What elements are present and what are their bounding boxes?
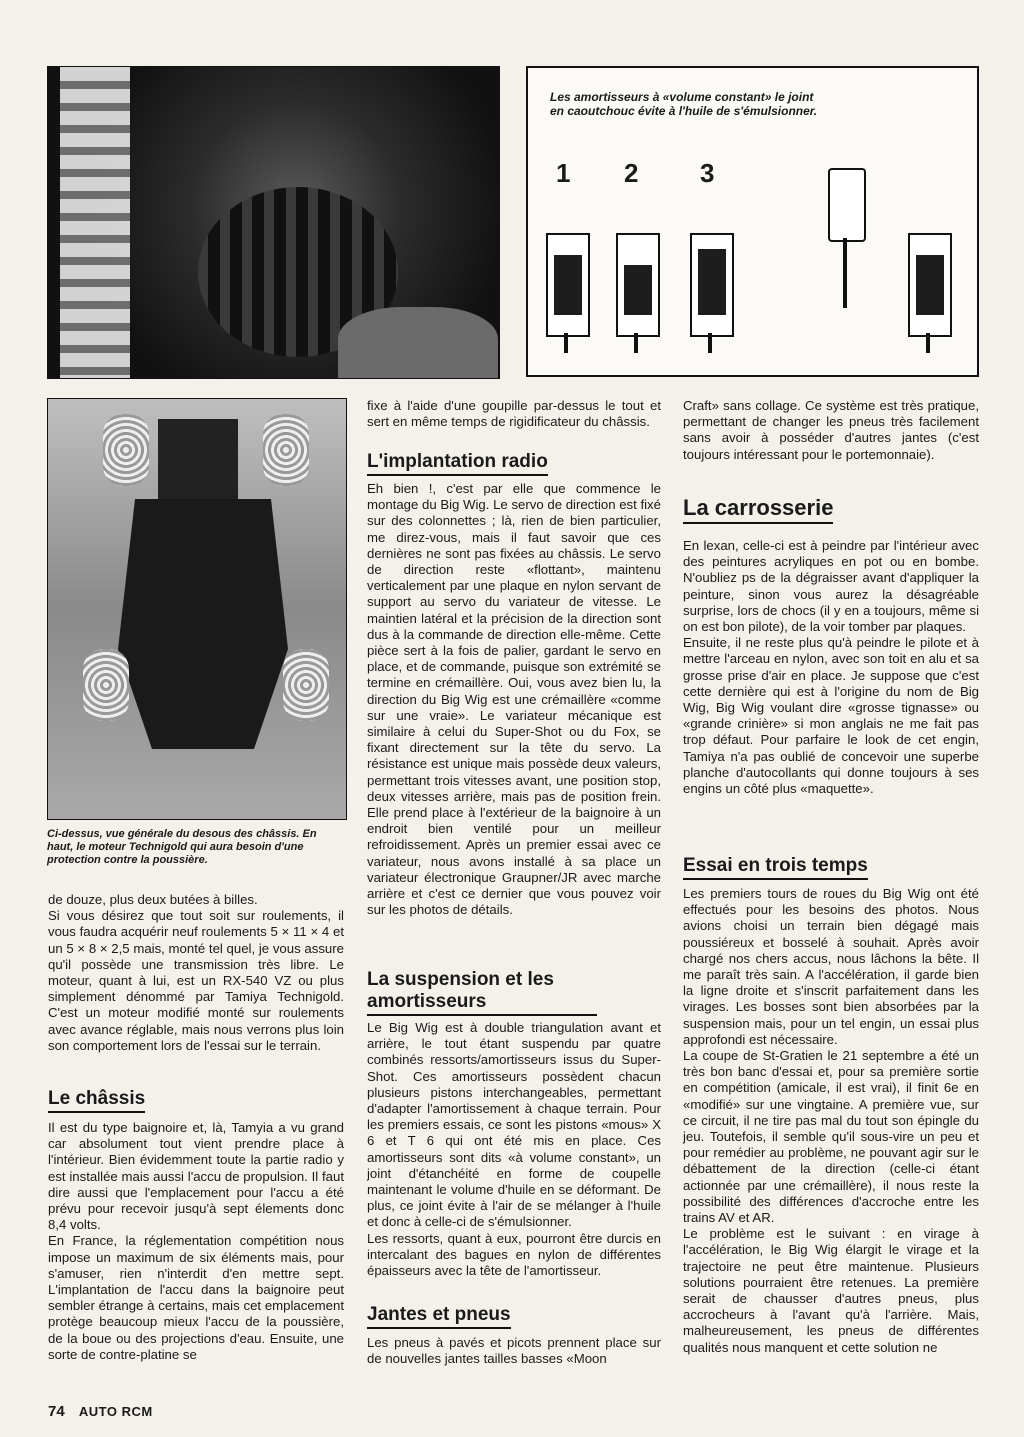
diagram-caption: Les amortisseurs à «volume constant» le joint en caoutchouc évite à l'huile de s'émulsionner. (550, 90, 818, 118)
motor-photo (47, 66, 500, 379)
paragraph: La coupe de St-Gratien le 21 septembre a été un très bon banc d'essai et, pour sa première sortie en compétition (amicale, il est vrai), il finit 6e en «modifié» sur une vingtaine. A première vue, sur ce circuit, il ne tire pas mal du tout son épingle du jeu. Toutefois, il semble qu'il sous-vire un peu et pour remédier au problème, ne pouvant agir sur le débattement de la direction (celle-ci étant actionnée par une crémaillère), il nous reste la possibilité des différences d'accroche entre les trains AV et AR. (683, 1048, 979, 1226)
step-number-3: 3 (700, 158, 715, 188)
paragraph: de douze, plus deux butées à billes. (48, 892, 258, 907)
column-1 (48, 892, 344, 1054)
page-number: 74 (48, 1403, 65, 1420)
step-number-1: 1 (556, 158, 571, 188)
wheel (283, 649, 329, 721)
paragraph: Le Big Wig est à double triangulation avant et arrière, le tout étant suspendu par quatre combinés ressorts/amortisseurs issus du Super-Shot. Ces amortisseurs possèdent chacun plusieurs pistons interchangeables, permettant d'adapter l'amortissement à chaque terrain. Pour les premiers essais, ce sont les pistons «mous» X 6 et T 6 qui ont été mis en place. Ces amortisseurs sont dits «à volume constant», un joint d'étanchéité en forme de coupelle maintenant le volume d'huile en se déformant. De plus, ce joint évite à l'air de se mélanger à l'huile et donc à celle-ci de s'émulsionner. (367, 1020, 661, 1230)
chassis-body (118, 499, 288, 749)
wheel (83, 649, 129, 721)
shock-cap (828, 168, 866, 242)
paragraph: En lexan, celle-ci est à peindre par l'intérieur avec des peintures acryliques en pot ou en bombe. N'oubliez ps de la dégraisser avant d'appliquer la peinture, sinon vous aurez la désagréable surprise, lors de chocs (il y en a toujours, même si on est bon pilote), de la voir tomber par plaques. (683, 538, 979, 635)
shock-spring (60, 67, 130, 378)
paragraph: Eh bien !, c'est par elle que commence le montage du Big Wig. Le servo de direction est fixé sur des colonnettes ; là, rien de bien particulier, me direz-vous, mais il faut savoir que ces dernières ne sont pas fixées au châssis. Le servo de direction reste «flottant», maintenu verticalement par une plaque en nylon servant de support au servo du variateur de vitesse. Le maintien latéral et la précision de la direction sont dus à la commande de direction elle-même. Cette pièce sert à la fois de palier, gardant le servo en place, et de commande, puisque son extrémité se termine en crémaillère. Oui, vous avez bien lu, la direction du Big Wig est une crémaillère «comme sur une vraie». Le variateur mécanique est similaire à celui du Super-Shot ou du Fox, se fixant directement sur la tête du servo. La résistance est unique mais possède deux valeurs, permettant trois vitesses avant, une position stop, deux vitesses arrière, mais pas de position frein. Elle prend place à l'extérieur de la baignoire à un endroit bien ventilé pour un meilleur refroidissement. Après un premier essai avec ce variateur, nous avons installé à sa place un variateur électronique Graupner/JR avec marche arrière et c'est ce dernier que vous pouvez voir sur les photos de détails. (367, 481, 661, 918)
shock-cylinder-3 (690, 233, 734, 337)
photo-caption: Ci-dessus, vue générale du desous des châssis. En haut, le moteur Technigold qui aura besoin d'une protection contre la poussière. (47, 828, 317, 866)
page-footer (48, 1403, 153, 1420)
chassis-photo (47, 398, 347, 820)
paragraph: Les ressorts, quant à eux, pourront être durcis en intercalant des bagues en nylon de différentes épaisseurs avec la tête de l'amortisseur. (367, 1230, 661, 1279)
heading-test: Essai en trois temps (683, 855, 868, 880)
column-3-test (683, 886, 979, 1356)
shock-cylinder-assembled (908, 233, 952, 337)
shock-absorber-diagram (526, 66, 979, 377)
paragraph: Craft» sans collage. Ce système est très pratique, permettant de changer les pneus très facilement sans avoir à posséder d'autres jantes (c'est toujours intéressant pour le portemonnaie). (683, 398, 979, 462)
heading-suspension: La suspension et les amortisseurs (367, 969, 597, 1016)
shock-cylinder-2 (616, 233, 660, 337)
paragraph: Si vous désirez que tout soit sur roulements, il vous faudra acquérir neuf roulements 5 × 11 × 4 et un 5 × 8 × 2,5 mais, monté tel quel, je vous assure qu'il possède une transmission très libre. Le moteur, quant à lui, est un RX-540 VZ ou plus simplement dénommé par Tamiya Technigold. C'est un moteur modifié monté sur roulements avec avance réglable, mais nous verrons plus loin son comportement lors de l'essai sur le terrain. (48, 908, 344, 1053)
paragraph: fixe à l'aide d'une goupille par-dessus le tout et sert en même temps de rigidificateur du châssis. (367, 398, 661, 430)
paragraph: Les premiers tours de roues du Big Wig ont été effectués pour les besoins des photos. Nous avions choisi un terrain bien dégagé mais poussiéreux et bosselé à souhait. Après avoir chargé nos chers accus, nous lâchons la bête. Il me paraît très sain. A l'accélération, il garde bien la ligne droite et s'inscrit parfaitement dans les virages. Les bosses sont bien absorbées par la suspension mais, pour un tel engin, un essai plus approfondi est nécessaire. (683, 886, 979, 1047)
heading-wheels: Jantes et pneus (367, 1304, 511, 1329)
magazine-name: AUTO RCM (78, 1404, 153, 1419)
paragraph: Le problème est le suivant : en virage à l'accélération, le Big Wig élargit le virage et la trajectoire ne peut être maintenue. Plusieurs solutions pourraient être retenues. La première serait de chausser d'autres pneus, plus accrocheurs à l'avant qu'à l'arrière. Mais, malheureusement, les pneus de différentes qualités nous manquent et cette solution ne (683, 1226, 979, 1355)
column-3 (683, 398, 979, 463)
foam-filter (338, 307, 498, 379)
column-2-wheels (367, 1335, 661, 1367)
heading-radio: L'implantation radio (367, 451, 548, 476)
heading-chassis: Le châssis (48, 1088, 145, 1113)
paragraph: Les pneus à pavés et picots prennent place sur de nouvelles jantes tailles basses «Moon (367, 1335, 661, 1367)
shock-cylinder-1 (546, 233, 590, 337)
step-number-2: 2 (624, 158, 639, 188)
paragraph: En France, la réglementation compétition nous impose un maximum de six éléments mais, pour s'amuser, rien n'interdit d'en mettre sept. L'implantation de l'accu dans la baignoire peut sembler étrange à certains, mais cet emplacement protège beaucoup mieux l'accu de la poussière, de la boue ou des projections d'eau. Ensuite, une sorte de contre-platine se (48, 1233, 344, 1362)
paragraph: Il est du type baignoire et, là, Tamyia a vu grand car absolument tout vient prendre place à l'intérieur. Bien évidemment toute la partie radio y est installée mais aussi l'accu de propulsion. Il faut dire aussi que l'emplacement pour l'accu a été prévu pour recevoir jusqu'à sept élements donc 8,4 volts. (48, 1120, 344, 1233)
column-2 (367, 398, 661, 430)
heading-body: La carrosserie (683, 495, 833, 524)
column-3-body (683, 538, 979, 797)
wheel (103, 414, 149, 486)
column-2-suspension (367, 1020, 661, 1279)
column-1-body (48, 1120, 344, 1363)
column-2-radio (367, 481, 661, 918)
wheel (263, 414, 309, 486)
paragraph: Ensuite, il ne reste plus qu'à peindre le pilote et à mettre l'arceau en nylon, avec son toit en alu et sa grosse prise d'air en place. Je suppose que c'est cette dernière qui est à l'origine du nom de Big Wig, Big Wig voulant dire «grosse tignasse» ou «grande crinière» si mon anglais ne me fait pas trop défaut. Pour parfaire le look de cet engin, Tamiya n'a pas oublié de concevoir une superbe planche d'autocollants qui donne toujours à ses engins un côté plus «maquette». (683, 635, 979, 797)
